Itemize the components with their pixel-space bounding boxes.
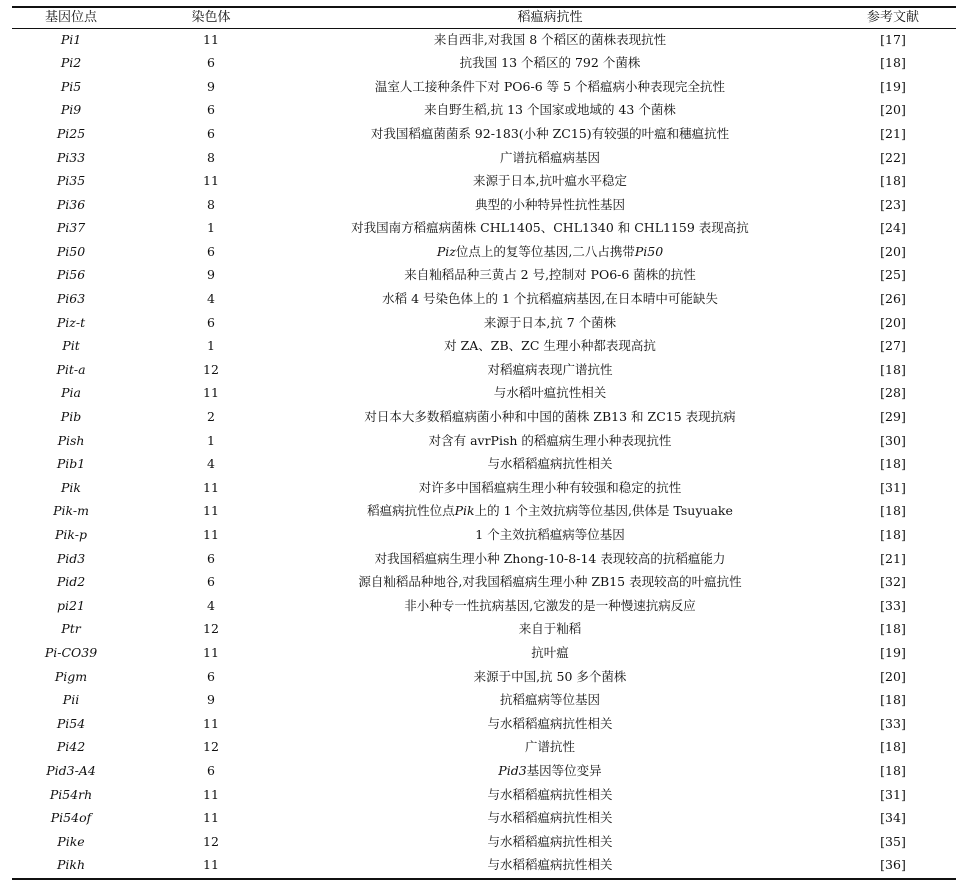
resistance-description: 抗我国 13 个稻区的 792 个菌株 <box>459 55 641 71</box>
gene-locus: Pit <box>62 338 80 354</box>
reference: [20] <box>880 102 906 118</box>
gene-locus: Pigm <box>54 668 88 684</box>
resistance-description: 温室人工接种条件下对 PO6-6 等 5 个稻瘟病小种表现完全抗性 <box>374 78 726 94</box>
header-reference: 参考文献 <box>866 9 919 25</box>
header-locus: 基因位点 <box>44 9 97 25</box>
resistance-description <box>270 240 830 264</box>
table-row <box>12 830 956 854</box>
chromosome: 6 <box>207 314 215 330</box>
reference: [24] <box>880 220 906 236</box>
table-row <box>12 429 956 453</box>
table-row <box>12 689 956 713</box>
gene-locus: Pi37 <box>56 220 86 236</box>
resistance-description <box>270 759 830 783</box>
table-row <box>12 594 956 618</box>
reference: [31] <box>880 786 906 802</box>
gene-locus: Pi2 <box>60 55 82 71</box>
resistance-description: 1 个主效抗稻瘟病等位基因 <box>475 527 625 543</box>
table-row <box>12 335 956 359</box>
gene-locus: Pish <box>57 432 85 448</box>
gene-locus: Pi36 <box>56 196 86 212</box>
resistance-description: 广谱抗性 <box>524 739 575 755</box>
gene-locus: Pi33 <box>56 149 86 165</box>
chromosome: 2 <box>207 409 215 425</box>
reference: [32] <box>880 574 906 590</box>
gene-locus: Pib <box>60 409 82 425</box>
chromosome: 11 <box>203 786 219 802</box>
table-row <box>12 311 956 335</box>
reference: [18] <box>880 173 906 189</box>
resistance-description: 对我国稻瘟菌菌系 92-183(小种 ZC15)有较强的叶瘟和穗瘟抗性 <box>370 125 730 141</box>
chromosome: 6 <box>207 102 215 118</box>
chromosome: 11 <box>203 644 219 660</box>
gene-locus: Ptr <box>61 621 81 637</box>
chromosome: 6 <box>207 55 215 71</box>
gene-locus: Pi50 <box>56 243 86 259</box>
chromosome: 9 <box>207 267 215 283</box>
table-row <box>12 500 956 524</box>
description-text: 上的 1 个主效抗病等位基因,供体是 Tsuyuake <box>474 503 733 519</box>
reference: [18] <box>880 361 906 377</box>
chromosome: 11 <box>203 479 219 495</box>
table-bottom-rule <box>12 878 956 880</box>
gene-name-italic: Piz <box>436 243 456 259</box>
reference: [33] <box>880 715 906 731</box>
gene-locus: Pid2 <box>56 574 86 590</box>
gene-locus: Pi9 <box>60 102 82 118</box>
reference: [18] <box>880 456 906 472</box>
chromosome: 11 <box>203 857 219 873</box>
reference: [28] <box>880 385 906 401</box>
table-row <box>12 759 956 783</box>
gene-locus: Pi42 <box>56 739 86 755</box>
resistance-description: 与水稻稻瘟病抗性相关 <box>487 715 613 731</box>
reference: [18] <box>880 503 906 519</box>
table-row <box>12 52 956 76</box>
table-row <box>12 99 956 123</box>
table-row <box>12 571 956 595</box>
reference: [18] <box>880 55 906 71</box>
resistance-description: 来自野生稻,抗 13 个国家或地域的 43 个菌株 <box>424 102 676 118</box>
reference: [19] <box>880 644 906 660</box>
gene-locus: Pikh <box>56 857 86 873</box>
reference: [34] <box>880 810 906 826</box>
resistance-description: 抗稻瘟病等位基因 <box>499 692 600 708</box>
table-row <box>12 146 956 170</box>
gene-name-italic: Pi50 <box>634 243 664 259</box>
reference: [18] <box>880 739 906 755</box>
table-row <box>12 122 956 146</box>
resistance-description: 对含有 avrPish 的稻瘟病生理小种表现抗性 <box>428 432 672 448</box>
reference: [29] <box>880 409 906 425</box>
table-row <box>12 453 956 477</box>
chromosome: 11 <box>203 527 219 543</box>
resistance-description: 对稻瘟病表现广谱抗性 <box>487 361 613 377</box>
resistance-description: 与水稻稻瘟病抗性相关 <box>487 456 613 472</box>
reference: [22] <box>880 149 906 165</box>
table-row <box>12 854 956 878</box>
resistance-description: 抗叶瘟 <box>531 644 569 660</box>
gene-locus: Pid3 <box>56 550 86 566</box>
table-row <box>12 641 956 665</box>
gene-locus: pi21 <box>57 597 85 613</box>
resistance-description: 来自于籼稻 <box>518 621 582 637</box>
resistance-description: 与水稻叶瘟抗性相关 <box>493 385 607 401</box>
resistance-description: 来源于日本,抗叶瘟水平稳定 <box>473 173 627 189</box>
reference: [18] <box>880 692 906 708</box>
reference: [33] <box>880 597 906 613</box>
chromosome: 12 <box>203 739 219 755</box>
chromosome: 6 <box>207 243 215 259</box>
gene-locus: Piz-t <box>56 314 86 330</box>
reference: [36] <box>880 857 906 873</box>
gene-locus: Pi54of <box>50 810 92 826</box>
table-row <box>12 712 956 736</box>
table-row <box>12 618 956 642</box>
gene-locus: Pik <box>61 479 81 495</box>
chromosome: 4 <box>207 597 215 613</box>
chromosome: 1 <box>207 432 215 448</box>
gene-locus: Pi54 <box>56 715 86 731</box>
table-row <box>12 736 956 760</box>
reference: [18] <box>880 762 906 778</box>
chromosome: 8 <box>207 196 215 212</box>
chromosome: 6 <box>207 668 215 684</box>
table-row <box>12 217 956 241</box>
resistance-description: 与水稻稻瘟病抗性相关 <box>487 857 613 873</box>
reference: [20] <box>880 668 906 684</box>
table-row <box>12 240 956 264</box>
resistance-description: 水稻 4 号染色体上的 1 个抗稻瘟病基因,在日本晴中可能缺失 <box>382 291 718 307</box>
gene-locus: Pii <box>62 692 80 708</box>
chromosome: 8 <box>207 149 215 165</box>
resistance-description: 对我国稻瘟病生理小种 Zhong-10-8-14 表现较高的抗稻瘟能力 <box>374 550 726 566</box>
reference: [21] <box>880 125 906 141</box>
resistance-description: 对我国南方稻瘟病菌株 CHL1405、CHL1340 和 CHL1159 表现高抗 <box>351 220 749 236</box>
resistance-description: 广谱抗稻瘟病基因 <box>499 149 600 165</box>
description-text: 基因等位变异 <box>526 762 602 778</box>
header-resistance: 稻瘟病抗性 <box>517 9 583 25</box>
chromosome: 11 <box>203 715 219 731</box>
table-row <box>12 665 956 689</box>
reference: [26] <box>880 291 906 307</box>
chromosome: 11 <box>203 385 219 401</box>
resistance-description: 与水稻稻瘟病抗性相关 <box>487 786 613 802</box>
reference: [17] <box>880 31 906 47</box>
chromosome: 12 <box>203 833 219 849</box>
resistance-description <box>270 500 830 524</box>
chromosome: 11 <box>203 173 219 189</box>
table-row <box>12 170 956 194</box>
gene-locus: Pi54rh <box>49 786 93 802</box>
resistance-description: 与水稻稻瘟病抗性相关 <box>487 833 613 849</box>
reference: [20] <box>880 243 906 259</box>
gene-locus: Pi35 <box>56 173 86 189</box>
reference: [30] <box>880 432 906 448</box>
chromosome: 1 <box>207 338 215 354</box>
gene-locus: Pia <box>61 385 81 401</box>
gene-locus: Pib1 <box>56 456 86 472</box>
gene-name-italic: Pik <box>454 503 475 519</box>
chromosome: 6 <box>207 550 215 566</box>
gene-locus: Pi56 <box>56 267 86 283</box>
gene-locus: Pi5 <box>60 78 82 94</box>
gene-locus: Pi-CO39 <box>44 644 98 660</box>
table-row <box>12 75 956 99</box>
gene-locus: Pi63 <box>56 291 86 307</box>
table-body <box>12 28 956 877</box>
chromosome: 12 <box>203 361 219 377</box>
chromosome: 11 <box>203 503 219 519</box>
reference: [27] <box>880 338 906 354</box>
reference: [31] <box>880 479 906 495</box>
table-row <box>12 783 956 807</box>
chromosome: 4 <box>207 456 215 472</box>
table-row <box>12 288 956 312</box>
table-row <box>12 476 956 500</box>
resistance-description: 典型的小种特异性抗性基因 <box>474 196 625 212</box>
resistance-description: 对日本大多数稻瘟病菌小种和中国的菌株 ZB13 和 ZC15 表现抗病 <box>364 409 736 425</box>
table-row <box>12 358 956 382</box>
resistance-description: 来源于日本,抗 7 个菌株 <box>483 314 617 330</box>
chromosome: 6 <box>207 125 215 141</box>
table-row <box>12 382 956 406</box>
resistance-description: 来自西非,对我国 8 个稻区的菌株表现抗性 <box>433 31 667 47</box>
chromosome: 12 <box>203 621 219 637</box>
description-text: 位点上的复等位基因,二八占携带 <box>455 243 635 259</box>
resistance-description: 对 ZA、ZB、ZC 生理小种都表现高抗 <box>444 338 656 354</box>
gene-locus: Pik-p <box>55 527 87 543</box>
resistance-description: 对许多中国稻瘟病生理小种有较强和稳定的抗性 <box>418 479 682 495</box>
resistance-description: 非小种专一性抗病基因,它激发的是一种慢速抗病反应 <box>404 597 696 613</box>
resistance-description: 源自籼稻品种地谷,对我国稻瘟病生理小种 ZB15 表现较高的叶瘟抗性 <box>358 574 742 590</box>
table-row <box>12 406 956 430</box>
chromosome: 1 <box>207 220 215 236</box>
table-row <box>12 28 956 52</box>
chromosome: 11 <box>203 810 219 826</box>
chromosome: 9 <box>207 78 215 94</box>
table-row <box>12 807 956 831</box>
resistance-gene-table <box>12 6 956 877</box>
gene-name-italic: Pid3 <box>498 762 527 778</box>
description-text: 稻瘟病抗性位点 <box>367 503 455 519</box>
chromosome: 4 <box>207 291 215 307</box>
chromosome: 6 <box>207 762 215 778</box>
reference: [23] <box>880 196 906 212</box>
header-chromosome: 染色体 <box>191 9 231 25</box>
reference: [21] <box>880 550 906 566</box>
reference: [35] <box>880 833 906 849</box>
reference: [19] <box>880 78 906 94</box>
table-row <box>12 264 956 288</box>
table-header-row <box>12 6 956 28</box>
table-row <box>12 193 956 217</box>
resistance-description: 来自籼稻品种三黄占 2 号,控制对 PO6-6 菌株的抗性 <box>404 267 696 283</box>
gene-locus: Pik-m <box>53 503 89 519</box>
resistance-description: 与水稻稻瘟病抗性相关 <box>487 810 613 826</box>
chromosome: 9 <box>207 692 215 708</box>
reference: [20] <box>880 314 906 330</box>
gene-locus: Pid3-A4 <box>46 762 96 778</box>
chromosome: 6 <box>207 574 215 590</box>
gene-locus: Pi1 <box>60 31 82 47</box>
reference: [25] <box>880 267 906 283</box>
gene-locus: Pit-a <box>56 361 86 377</box>
table-row <box>12 547 956 571</box>
chromosome: 11 <box>203 31 219 47</box>
reference: [18] <box>880 621 906 637</box>
resistance-description: 来源于中国,抗 50 多个菌株 <box>473 668 627 684</box>
reference: [18] <box>880 527 906 543</box>
table-row <box>12 523 956 547</box>
gene-locus: Pi25 <box>56 125 86 141</box>
gene-locus: Pike <box>57 833 85 849</box>
